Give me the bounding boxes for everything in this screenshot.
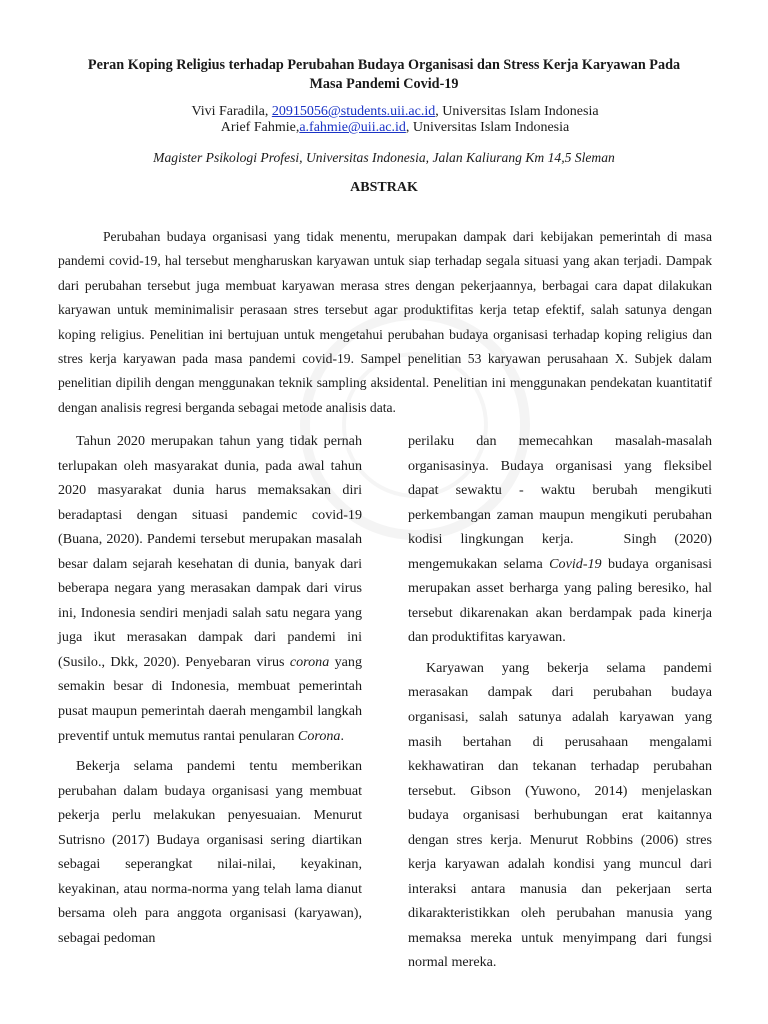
title-line-1: Peran Koping Religius terhadap Perubahan Budaya Organisasi dan Stress Kerja Karyawan Pada — [87, 57, 681, 73]
right-p1-italic-covid: Covid-19 — [549, 555, 602, 572]
intro-p1-italic-corona-2: Corona — [297, 727, 341, 744]
author-2-email-link[interactable]: a.fahmie@uii.ac.id — [299, 120, 406, 135]
author-1-affiliation: , Universitas Islam Indonesia — [435, 104, 599, 119]
abstract-heading: ABSTRAK — [350, 180, 418, 195]
body-column-right — [408, 429, 712, 975]
author-1-email-link[interactable]: 20915056@students.uii.ac.id — [271, 104, 436, 119]
intro-p1-text-b: yang semakin besar di Indonesia, membuat pemerintah pusat maupun pemerintah daerah mengambil langkah preventif untuk memutus rantai penularan — [58, 653, 363, 744]
author-list — [160, 104, 630, 136]
body-column-left — [58, 429, 362, 950]
intro-p1-italic-corona: corona — [289, 653, 330, 670]
author-2 — [160, 120, 630, 136]
right-p1-text-b: Singh (2020) mengemukakan selama — [408, 531, 713, 572]
title-line-2: Masa Pandemi Covid-19 — [309, 76, 459, 92]
author-2-name: Arief Fahmie, — [220, 120, 300, 135]
paper-title — [56, 56, 712, 94]
intro-paragraph-2: Bekerja selama pandemi tentu memberikan perubahan dalam budaya organisasi yang membuat pekerja perlu melakukan penyesuaian. Menurut Sutrisno (2017) Budaya organisasi sering diartikan sebagai seperangkat nilai-nilai, keyakinan, keyakinan, atau norma-norma yang telah lama dianut bersama oleh para anggota organisasi (karyawan), sebagai pedoman — [58, 758, 362, 946]
abstract-paragraph: Perubahan budaya organisasi yang tidak menentu, merupakan dampak dari kebijakan pemerintah di masa pandemi covid-19, hal tersebut mengharuskan karyawan untuk siap terhadap segala situasi yang akan terjadi. Dampak dari perubahan tersebut juga membuat karyawan merasa stres dengan pekerjaannya, berbagai cara dapat dilakukan karyawan untuk meminimalisir perasaan stres tersebut agar produktifitas kerja tetap efektif, salah satunya dengan koping religius. Penelitian ini bertujuan untuk mengetahui perubahan budaya organisasi terhadap koping religius dan stres kerja karyawan pada masa pandemi covid-19. Sampel penelitian 53 karyawan perusahaan X. Subjek dalam penelitian dipilih dengan menggunakan teknik sampling aksidental. Penelitian ini menggunakan pendekatan kuantitatif dengan analisis regresi berganda sebagai metode analisis data. — [58, 229, 712, 415]
intro-paragraph-1 — [58, 429, 362, 748]
author-1-name: Vivi Faradila, — [191, 104, 272, 119]
intro-paragraph-2-continued — [408, 429, 712, 650]
author-2-affiliation: , Universitas Islam Indonesia — [405, 120, 570, 135]
intro-p1-text-a: Tahun 2020 merupakan tahun yang tidak pernah terlupakan oleh masyarakat dunia, pada awal tahun 2020 masyarakat dunia harus memaksakan diri beradaptasi dengan situasi pandemic covid-19 (Buana, 2020). Pandemi tersebut merupakan masalah besar dalam sejarah kesehatan di dunia, banyak dari beberapa negara yang merasakan dampak dari virus ini, Indonesia sendiri menjadi salah satu negara yang juga ikut merasakan dampak dari pandemi ini (Susilo., Dkk, 2020). Penyebaran virus — [58, 433, 362, 670]
intro-p1-text-c: . — [340, 727, 345, 744]
right-p1-text-a: perilaku dan memecahkan masalah-masalah organisasinya. Budaya organisasi yang fleksibel dapat sewaktu - waktu berubah mengikuti perkembangan zaman maupun mengikuti perubahan kodisi lingkungan kerja. — [408, 433, 712, 548]
right-p1-text-c: budaya organisasi merupakan asset berharga yang paling beresiko, hal tersebut dikarenakan akan berdampak pada kinerja dan produktifitas karyawan. — [408, 555, 712, 646]
author-1 — [160, 104, 630, 120]
intro-paragraph-3: Karyawan yang bekerja selama pandemi merasakan dampak dari perubahan budaya organisasi, salah satunya adalah karyawan yang masih bertahan di perusahaan mengalami kekhawatiran dan tekanan terhadap perubahan tersebut. Gibson (Yuwono, 2014) menjelaskan budaya organisasi berhubungan erat kaitannya dengan stres kerja. Menurut Robbins (2006) stres kerja karyawan adalah kondisi yang muncul dari interaksi antara manusia dan pekerjaan serta dikarakteristikkan oleh perubahan manusia yang memaksa mereka untuk menyimpang dari fungsi normal mereka. — [408, 659, 712, 971]
institution-line: Magister Psikologi Profesi, Universitas Indonesia, Jalan Kaliurang Km 14,5 Sleman — [153, 150, 615, 165]
